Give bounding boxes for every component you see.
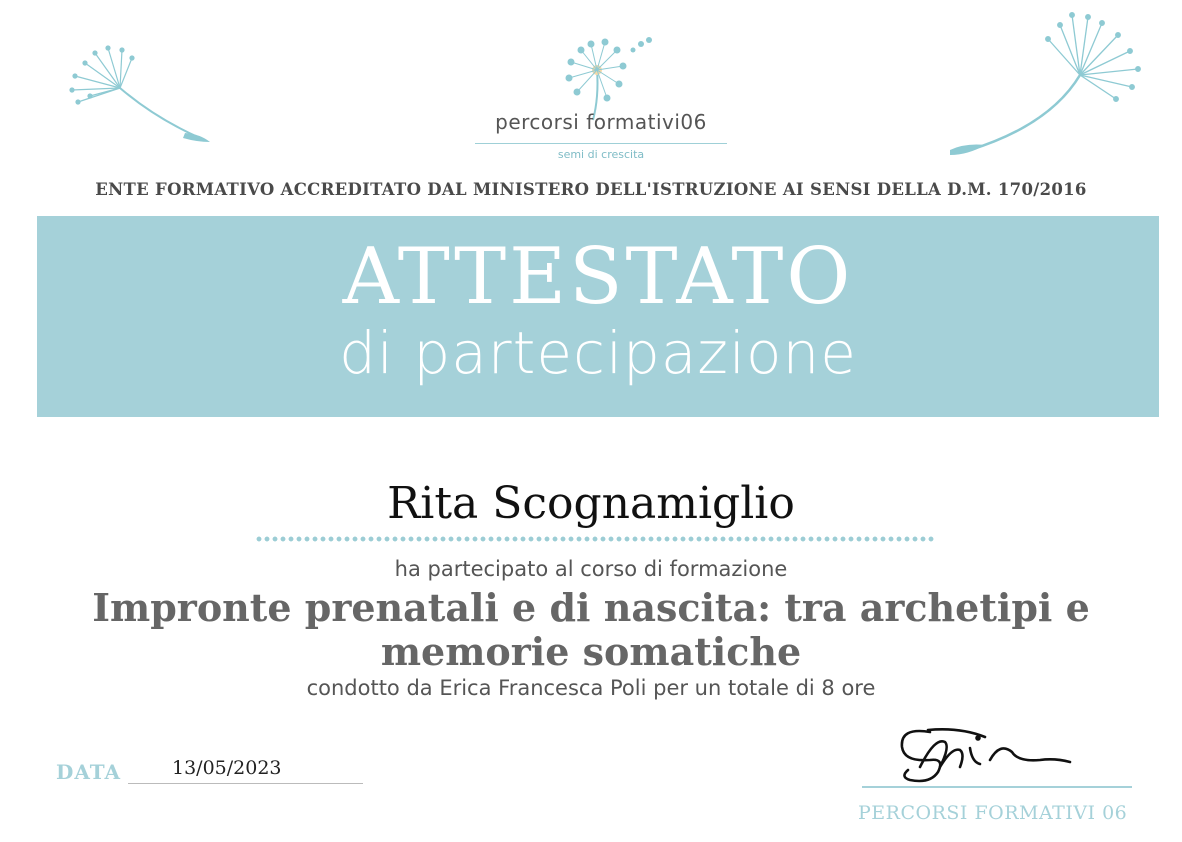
date-underline <box>128 783 363 784</box>
signature-line <box>862 786 1132 788</box>
dandelion-logo-icon <box>541 22 661 122</box>
dotted-divider <box>255 536 935 542</box>
dandelion-left-icon <box>60 38 210 153</box>
logo-divider <box>475 143 727 144</box>
certificate-subtitle: di partecipazione <box>339 319 857 387</box>
date-value: 13/05/2023 <box>172 757 282 779</box>
conducted-text: condotto da Erica Francesca Poli per un totale di 8 ore <box>306 676 876 700</box>
logo-text-right: formativi06 <box>586 110 707 134</box>
logo-tagline: semi di crescita <box>557 148 645 161</box>
signature-icon <box>890 722 1080 792</box>
certificate-title: ATTESTATO <box>342 232 854 322</box>
course-title: Impronte prenatali e di nascita: tra archetipi e memorie somatiche <box>92 585 1090 674</box>
signatory-name: PERCORSI FORMATIVI 06 <box>858 802 1128 824</box>
title-banner <box>37 216 1159 417</box>
dandelion-right-icon <box>940 5 1150 165</box>
accreditation-text: ENTE FORMATIVO ACCREDITATO DAL MINISTERO DELL'ISTRUZIONE AI SENSI DELLA D.M. 170/2016 <box>95 180 1087 199</box>
logo-text-left: percorsi <box>495 110 580 134</box>
logo <box>470 22 732 172</box>
date-label: DATA <box>56 760 122 784</box>
recipient-name: Rita Scognamiglio <box>387 478 795 529</box>
participated-text: ha partecipato al corso di formazione <box>394 557 788 581</box>
